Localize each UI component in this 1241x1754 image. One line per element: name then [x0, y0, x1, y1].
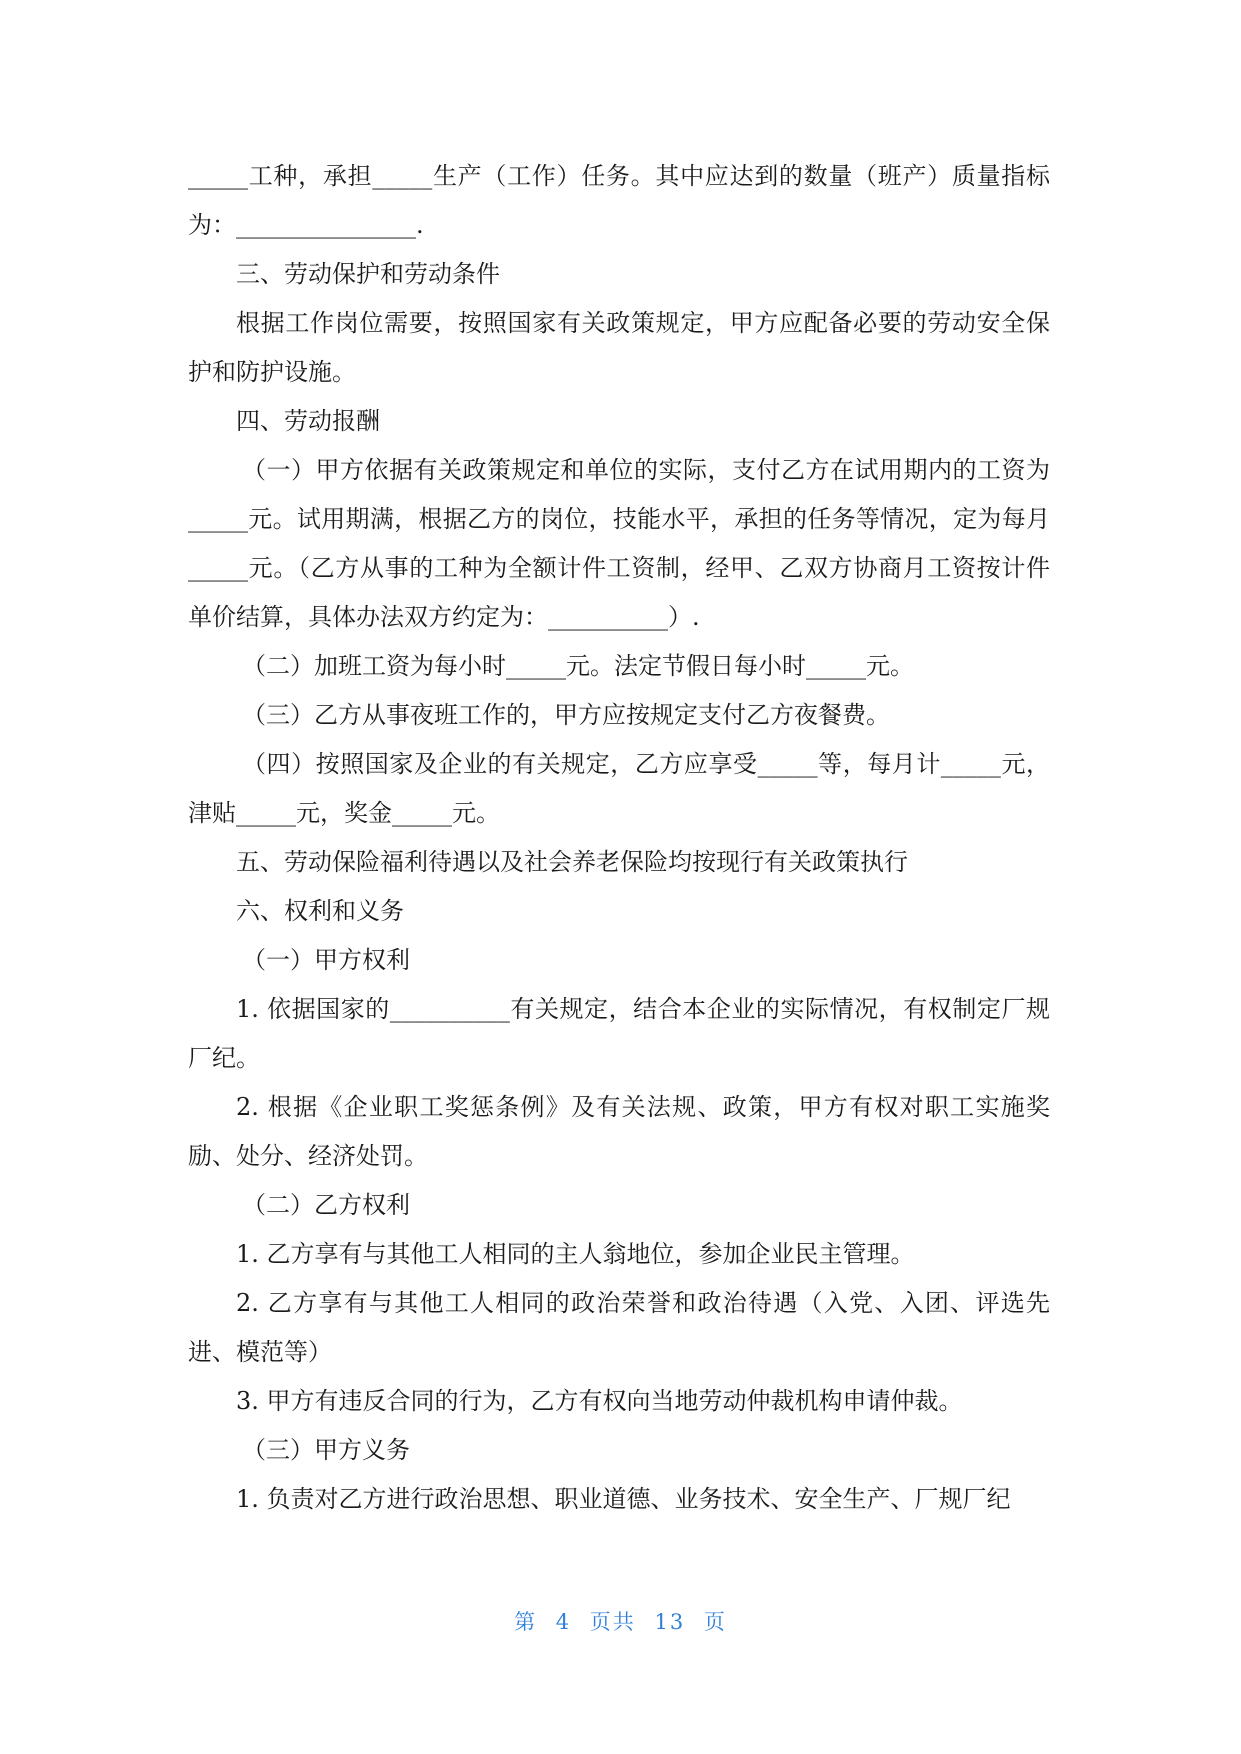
list-item: 1. 负责对乙方进行政治思想、职业道德、业务技术、安全生产、厂规厂纪 — [236, 1485, 1011, 1513]
subsection-heading: （三）甲方义务 — [242, 1436, 410, 1464]
list-item: 2. 根据《企业职工奖惩条例》及有关法规、政策，甲方有权对职工实施奖励、处分、经济处罚。 — [188, 1093, 1050, 1170]
section-heading: 四、劳动报酬 — [236, 407, 380, 435]
subsection-heading: （一）甲方权利 — [242, 946, 410, 974]
paragraph: （二）加班工资为每小时_____元。法定节假日每小时_____元。 — [242, 652, 914, 680]
list-item: 2. 乙方享有与其他工人相同的政治荣誉和政治待遇（入党、入团、评选先进、模范等） — [188, 1289, 1050, 1366]
list-item: 3. 甲方有违反合同的行为，乙方有权向当地劳动仲裁机构申请仲裁。 — [236, 1387, 963, 1415]
list-item: 1. 乙方享有与其他工人相同的主人翁地位，参加企业民主管理。 — [236, 1240, 915, 1268]
paragraph: _____工种，承担_____生产（工作）任务。其中应达到的数量（班产）质量指标为：_______________. — [188, 162, 1050, 239]
document-body — [188, 152, 1050, 1524]
paragraph: （三）乙方从事夜班工作的，甲方应按规定支付乙方夜餐费。 — [242, 701, 890, 729]
section-heading: 三、劳动保护和劳动条件 — [236, 260, 500, 288]
page-number-footer: 第 4 页共 13 页 — [514, 1610, 727, 1634]
paragraph: 根据工作岗位需要，按照国家有关政策规定，甲方应配备必要的劳动安全保护和防护设施。 — [188, 309, 1050, 386]
section-heading: 六、权利和义务 — [236, 897, 404, 925]
section-heading: 五、劳动保险福利待遇以及社会养老保险均按现行有关政策执行 — [236, 848, 908, 876]
list-item: 1. 依据国家的__________有关规定，结合本企业的实际情况，有权制定厂规厂纪。 — [188, 995, 1050, 1072]
paragraph: （一）甲方依据有关政策规定和单位的实际，支付乙方在试用期内的工资为_____元。试用期满，根据乙方的岗位，技能水平，承担的任务等情况，定为每月_____元。（乙方从事的工种为全额计件工资制，经甲、乙双方协商月工资按计件单价结算，具体办法双方约定为：__________）. — [188, 456, 1050, 631]
subsection-heading: （二）乙方权利 — [242, 1191, 410, 1219]
paragraph: （四）按照国家及企业的有关规定，乙方应享受_____等，每月计_____元，津贴_____元，奖金_____元。 — [188, 750, 1050, 827]
